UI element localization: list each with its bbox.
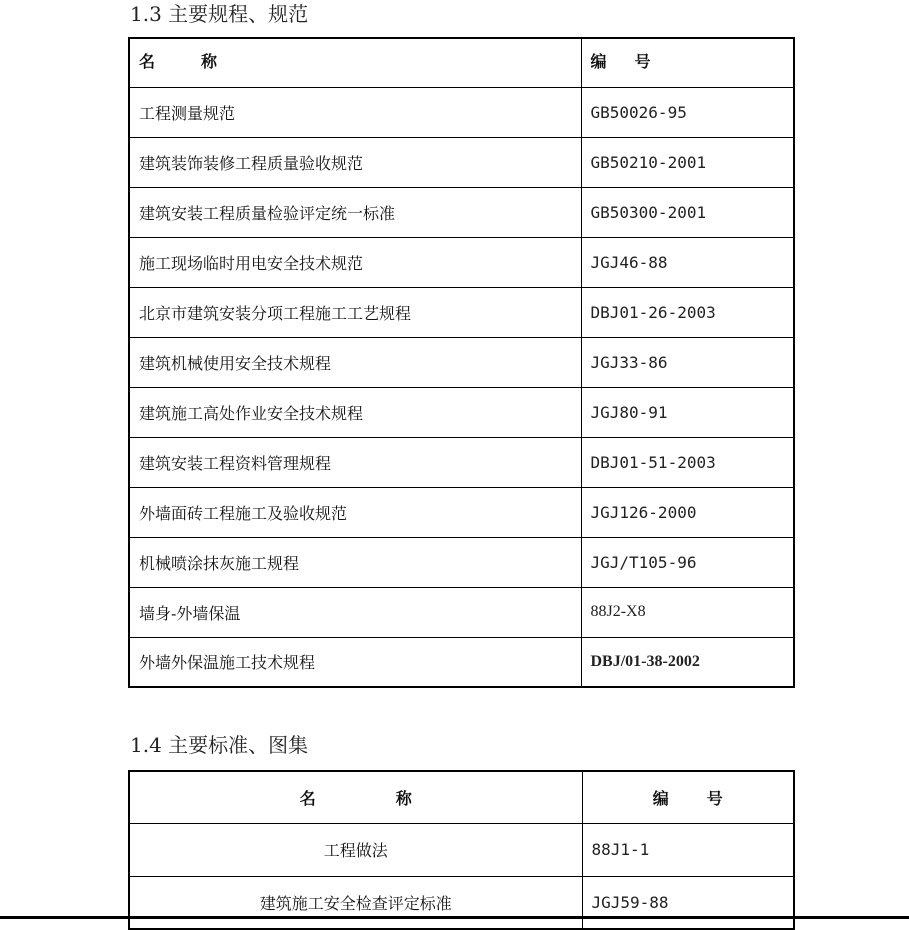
header-name-char-2: 称 xyxy=(395,788,412,808)
section-title-1-3: 1.3 主要规程、规范 xyxy=(130,2,309,26)
row-code: JGJ46-88 xyxy=(581,237,794,287)
section-title-1-4: 1.4 主要标准、图集 xyxy=(130,733,309,757)
table-row xyxy=(129,437,794,487)
table-row xyxy=(129,387,794,437)
header-number-char-1: 编 xyxy=(652,788,669,808)
row-code: JGJ/T105-96 xyxy=(581,537,794,587)
table-row xyxy=(129,587,794,637)
header-name-char-2: 称 xyxy=(201,52,218,71)
standards-table xyxy=(128,770,795,930)
row-name: 工程测量规范 xyxy=(129,87,581,137)
row-code: DBJ01-26-2003 xyxy=(581,287,794,337)
header-number-char-2: 号 xyxy=(634,52,651,71)
table-row xyxy=(129,137,794,187)
header-name xyxy=(129,771,582,823)
row-code: DBJ01-51-2003 xyxy=(581,437,794,487)
row-name: 施工现场临时用电安全技术规范 xyxy=(129,237,581,287)
row-code: 88J1-1 xyxy=(582,823,794,876)
table-row xyxy=(129,287,794,337)
table-row xyxy=(129,637,794,687)
row-code: JGJ126-2000 xyxy=(581,487,794,537)
regulations-table xyxy=(128,37,795,688)
table-row xyxy=(129,187,794,237)
row-name: 北京市建筑安装分项工程施工工艺规程 xyxy=(129,287,581,337)
row-name: 外墙外保温施工技术规程 xyxy=(129,637,581,687)
row-code: 88J2-X8 xyxy=(581,587,794,637)
row-name: 建筑安装工程质量检验评定统一标准 xyxy=(129,187,581,237)
row-name: 墙身-外墙保温 xyxy=(129,587,581,637)
table-row xyxy=(129,487,794,537)
table-row xyxy=(129,537,794,587)
row-name: 工程做法 xyxy=(129,823,582,876)
row-code: GB50300-2001 xyxy=(581,187,794,237)
table-row xyxy=(129,87,794,137)
row-name: 建筑安装工程资料管理规程 xyxy=(129,437,581,487)
table-row xyxy=(129,337,794,387)
row-code: JGJ59-88 xyxy=(582,876,794,929)
table-row xyxy=(129,823,794,876)
table-header-row xyxy=(129,771,794,823)
row-name: 建筑装饰装修工程质量验收规范 xyxy=(129,137,581,187)
header-name-char-1: 名 xyxy=(299,788,316,808)
row-name: 建筑施工安全检查评定标准 xyxy=(129,876,582,929)
row-name: 建筑机械使用安全技术规程 xyxy=(129,337,581,387)
row-name: 建筑施工高处作业安全技术规程 xyxy=(129,387,581,437)
header-number xyxy=(581,38,794,87)
header-number-char-2: 号 xyxy=(706,788,723,808)
row-code: JGJ80-91 xyxy=(581,387,794,437)
header-number-char-1: 编 xyxy=(590,52,607,71)
row-code: GB50210-2001 xyxy=(581,137,794,187)
row-code: DBJ/01-38-2002 xyxy=(581,637,794,687)
header-name xyxy=(129,38,581,87)
row-code: GB50026-95 xyxy=(581,87,794,137)
header-number xyxy=(582,771,794,823)
row-name: 机械喷涂抹灰施工规程 xyxy=(129,537,581,587)
row-name: 外墙面砖工程施工及验收规范 xyxy=(129,487,581,537)
table-row xyxy=(129,876,794,929)
table-header-row xyxy=(129,38,794,87)
header-name-char-1: 名 xyxy=(139,52,156,71)
table-row xyxy=(129,237,794,287)
row-code: JGJ33-86 xyxy=(581,337,794,387)
